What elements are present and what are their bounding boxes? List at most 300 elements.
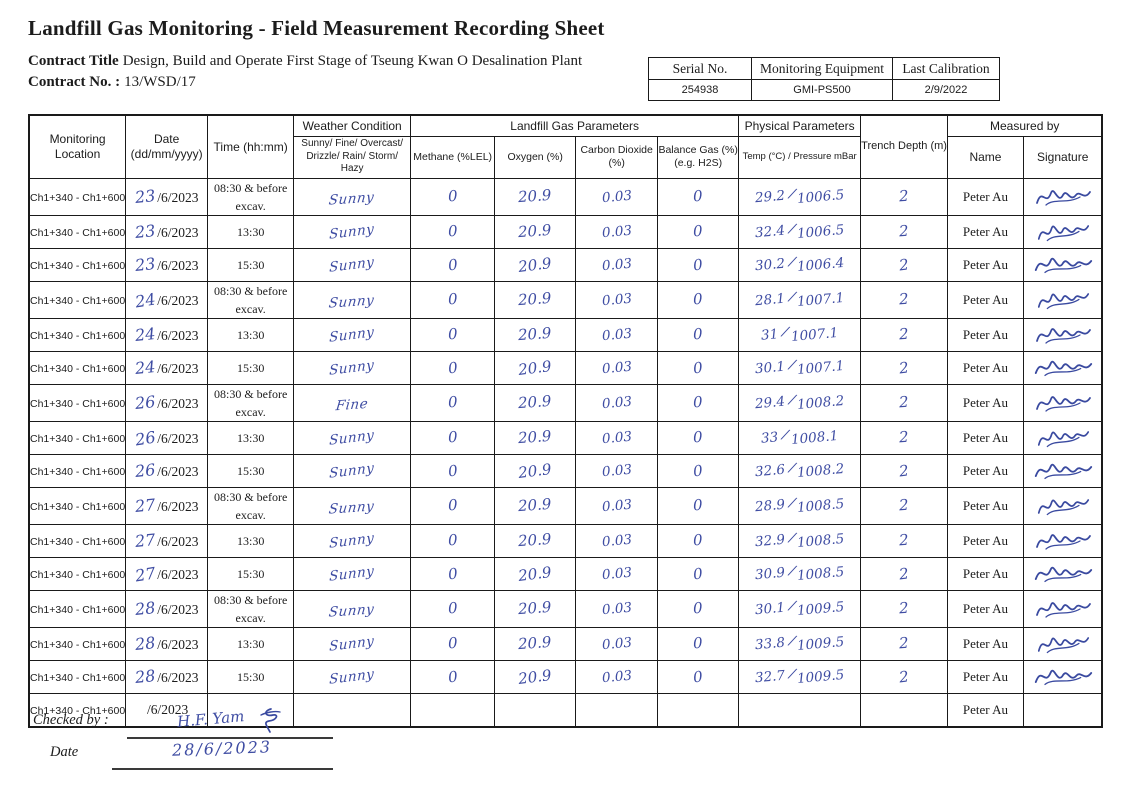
handwritten-balance-gas: 0 — [692, 633, 704, 653]
temp-pressure-separator: / — [787, 185, 797, 202]
temp-pressure-cell — [739, 178, 861, 215]
time-value: 08:30 & before excav. — [214, 283, 288, 316]
monitoring-location-value: Ch1+340 - Ch1+600 — [30, 432, 126, 445]
handwritten-date-day: 27 — [133, 529, 157, 551]
handwritten-methane: 0 — [446, 461, 459, 481]
balance-gas-cell — [658, 421, 739, 454]
temp-pressure-cell — [739, 421, 861, 454]
handwritten-carbon-dioxide: 0.03 — [600, 255, 633, 274]
signature-cell — [1023, 281, 1102, 318]
date-printed-part: /6/2023 — [157, 360, 199, 376]
contract-title-value: Design, Build and Operate First Stage of Tseung Kwan O Desalination Plant — [122, 53, 583, 69]
trench-depth-cell — [861, 248, 948, 281]
signature-cell — [1023, 351, 1102, 384]
monitoring-location-cell — [29, 318, 126, 351]
group-header-physical-parameters: Physical Parameters — [739, 115, 861, 136]
handwritten-carbon-dioxide: 0.03 — [600, 496, 633, 515]
handwritten-carbon-dioxide: 0.03 — [600, 461, 633, 480]
temp-pressure-cell — [739, 627, 861, 660]
weather-cell — [294, 351, 411, 384]
time-value: 15:30 — [236, 360, 265, 375]
carbon-dioxide-cell — [576, 557, 658, 590]
signature-scribble — [1035, 491, 1090, 519]
monitoring-location-cell — [29, 590, 126, 627]
handwritten-date-day: 23 — [133, 253, 157, 275]
oxygen-cell — [495, 318, 576, 351]
handwritten-weather: Sunny — [328, 497, 376, 518]
signature-cell — [1023, 627, 1102, 660]
monitoring-location-cell — [29, 557, 126, 590]
oxygen-cell — [495, 384, 576, 421]
date-cell — [126, 351, 208, 384]
name-cell — [947, 384, 1023, 421]
date-cell — [126, 590, 208, 627]
weather-cell — [294, 178, 411, 215]
time-value: 13:30 — [236, 430, 265, 445]
oxygen-cell — [495, 454, 576, 487]
time-cell — [208, 557, 294, 590]
signature-scribble — [1032, 662, 1093, 690]
handwritten-carbon-dioxide: 0.03 — [600, 325, 633, 344]
balance-gas-cell — [658, 178, 739, 215]
measurer-name: Peter Au — [962, 429, 1009, 445]
handwritten-balance-gas: 0 — [692, 495, 704, 515]
handwritten-methane: 0 — [447, 392, 459, 412]
signature-scribble — [1032, 353, 1093, 381]
handwritten-trench-depth: 2 — [898, 667, 911, 687]
oxygen-cell — [495, 627, 576, 660]
signature-cell — [1023, 693, 1102, 727]
balance-gas-cell — [658, 215, 739, 248]
date-cell — [126, 248, 208, 281]
carbon-dioxide-cell — [576, 590, 658, 627]
table-row — [29, 178, 1102, 215]
handwritten-methane: 0 — [446, 564, 459, 584]
date-printed-part: /6/2023 — [157, 292, 199, 308]
handwritten-balance-gas: 0 — [692, 186, 704, 206]
carbon-dioxide-cell — [576, 281, 658, 318]
oxygen-cell — [495, 178, 576, 215]
col-header-name: Name — [947, 136, 1023, 178]
time-value: 15:30 — [236, 566, 265, 581]
handwritten-oxygen: 20.9 — [517, 357, 553, 379]
balance-gas-cell — [658, 454, 739, 487]
handwritten-date-day: 28 — [133, 597, 157, 619]
name-cell — [947, 351, 1023, 384]
date-cell — [126, 627, 208, 660]
handwritten-pressure: 1006.5 — [796, 186, 846, 207]
temp-pressure-cell — [739, 248, 861, 281]
handwritten-weather: Sunny — [329, 459, 375, 482]
monitoring-location-value: Ch1+340 - Ch1+600 — [30, 568, 126, 581]
signature-cell — [1023, 454, 1102, 487]
col-header-oxygen: Oxygen (%) — [495, 136, 576, 178]
time-value: 13:30 — [236, 224, 265, 239]
signature-scribble — [1032, 250, 1093, 278]
methane-cell — [411, 215, 495, 248]
balance-gas-cell — [658, 351, 739, 384]
handwritten-temp: 30.1 — [754, 599, 786, 618]
trench-depth-cell — [861, 384, 948, 421]
handwritten-carbon-dioxide: 0.03 — [600, 358, 633, 377]
signature-cell — [1023, 557, 1102, 590]
handwritten-weather: Sunny — [329, 323, 375, 346]
trench-depth-cell — [861, 281, 948, 318]
date-printed-part: /6/2023 — [157, 463, 199, 479]
handwritten-oxygen: 20.9 — [517, 323, 553, 345]
handwritten-trench-depth: 2 — [898, 495, 910, 515]
trench-depth-cell — [861, 627, 948, 660]
handwritten-date-day: 24 — [133, 323, 157, 345]
checked-by-label: Checked by : — [33, 712, 109, 728]
oxygen-cell — [495, 660, 576, 693]
methane-cell — [411, 248, 495, 281]
monitoring-location-cell — [29, 281, 126, 318]
handwritten-balance-gas: 0 — [692, 530, 704, 550]
temp-pressure-cell — [739, 384, 861, 421]
checked-date-label: Date — [50, 744, 79, 760]
carbon-dioxide-cell — [576, 421, 658, 454]
col-header-carbon-dioxide: Carbon Dioxide (%) — [576, 136, 658, 178]
monitoring-equipment-value: GMI-PS500 — [752, 80, 893, 101]
handwritten-pressure: 1008.5 — [796, 495, 846, 516]
balance-gas-cell — [658, 524, 739, 557]
date-cell — [126, 660, 208, 693]
measurer-name: Peter Au — [962, 394, 1009, 410]
carbon-dioxide-cell — [576, 178, 658, 215]
last-calibration-value: 2/9/2022 — [893, 80, 1000, 101]
handwritten-trench-depth: 2 — [898, 324, 910, 344]
handwritten-temp: 29.4 — [754, 393, 786, 412]
handwritten-date-day: 26 — [133, 459, 157, 481]
time-value: 08:30 & before excav. — [214, 592, 288, 625]
trench-depth-cell — [861, 590, 948, 627]
handwritten-weather: Sunny — [328, 188, 376, 209]
carbon-dioxide-cell — [576, 215, 658, 248]
handwritten-pressure: 1008.2 — [796, 392, 846, 413]
handwritten-oxygen: 20.9 — [517, 632, 553, 654]
handwritten-temp: 28.1 — [754, 290, 786, 309]
temp-pressure-separator: / — [787, 288, 797, 305]
methane-cell — [411, 384, 495, 421]
measurer-name: Peter Au — [962, 497, 1009, 513]
handwritten-balance-gas: 0 — [692, 564, 705, 584]
handwritten-date-day: 24 — [133, 289, 157, 311]
handwritten-date-day: 28 — [133, 665, 157, 687]
handwritten-weather: Fine — [334, 395, 369, 414]
handwritten-carbon-dioxide: 0.03 — [600, 222, 633, 241]
date-cell — [126, 215, 208, 248]
handwritten-pressure: 1008.2 — [796, 460, 846, 481]
handwritten-oxygen: 20.9 — [517, 185, 553, 207]
handwritten-weather: Sunny — [329, 356, 375, 379]
table-row — [29, 660, 1102, 693]
trench-depth-cell — [861, 487, 948, 524]
group-header-landfill-gas-parameters: Landfill Gas Parameters — [411, 115, 739, 136]
weather-cell — [294, 318, 411, 351]
temp-pressure-separator: / — [787, 253, 797, 270]
handwritten-temp: 30.2 — [754, 255, 786, 274]
time-cell — [208, 590, 294, 627]
col-header-date: Date (dd/mm/yyyy) — [126, 115, 208, 178]
methane-cell — [411, 693, 495, 727]
signature-scribble — [1034, 596, 1092, 622]
handwritten-temp: 28.9 — [754, 496, 786, 515]
temp-pressure-separator: / — [787, 220, 797, 237]
monitoring-location-value: Ch1+340 - Ch1+600 — [30, 329, 126, 342]
trench-depth-cell — [861, 557, 948, 590]
date-cell — [126, 281, 208, 318]
methane-cell — [411, 421, 495, 454]
methane-cell — [411, 281, 495, 318]
col-header-time: Time (hh:mm) — [208, 115, 294, 178]
handwritten-date-day: 27 — [133, 494, 157, 516]
handwritten-oxygen: 20.9 — [517, 666, 553, 688]
handwritten-pressure: 1009.5 — [796, 666, 846, 687]
col-header-balance-gas: Balance Gas (%) (e.g. H2S) — [658, 136, 739, 178]
carbon-dioxide-cell — [576, 248, 658, 281]
handwritten-weather: Sunny — [329, 665, 375, 688]
handwritten-weather: Sunny — [328, 291, 376, 312]
temp-pressure-cell — [739, 454, 861, 487]
measurer-name: Peter Au — [962, 532, 1009, 548]
monitoring-location-cell — [29, 454, 126, 487]
time-value: 13:30 — [236, 327, 265, 342]
time-cell — [208, 454, 294, 487]
temp-pressure-separator: / — [787, 665, 797, 682]
handwritten-carbon-dioxide: 0.03 — [600, 599, 633, 618]
measurer-name: Peter Au — [962, 635, 1009, 651]
signature-cell — [1023, 248, 1102, 281]
handwritten-pressure: 1008.1 — [790, 427, 839, 448]
carbon-dioxide-cell — [576, 454, 658, 487]
measurer-name: Peter Au — [962, 256, 1009, 272]
temp-pressure-separator: / — [780, 426, 790, 443]
weather-cell — [294, 421, 411, 454]
balance-gas-cell — [658, 557, 739, 590]
measurer-name: Peter Au — [962, 326, 1009, 342]
methane-cell — [411, 524, 495, 557]
handwritten-balance-gas: 0 — [692, 358, 705, 378]
signature-scribble — [1034, 184, 1092, 210]
handwritten-date-day: 27 — [133, 563, 157, 585]
handwritten-oxygen: 20.9 — [517, 494, 553, 516]
handwritten-methane: 0 — [447, 289, 459, 309]
measurer-name: Peter Au — [962, 701, 1009, 717]
col-header-signature: Signature — [1023, 136, 1102, 178]
methane-cell — [411, 660, 495, 693]
handwritten-trench-depth: 2 — [898, 392, 910, 412]
handwritten-temp: 33 — [760, 428, 779, 447]
page-title: Landfill Gas Monitoring - Field Measurement Recording Sheet — [28, 16, 605, 40]
temp-pressure-cell — [739, 351, 861, 384]
table-header — [29, 115, 1102, 178]
monitoring-location-cell — [29, 178, 126, 215]
carbon-dioxide-cell — [576, 318, 658, 351]
date-printed-part: /6/2023 — [157, 189, 199, 205]
handwritten-pressure: 1009.5 — [796, 598, 846, 619]
contract-no-label: Contract No. : — [28, 74, 121, 90]
date-printed-part: /6/2023 — [157, 566, 199, 582]
table-body — [29, 178, 1102, 727]
temp-pressure-separator: / — [787, 391, 797, 408]
signature-scribble — [1035, 285, 1090, 313]
trench-depth-cell — [861, 524, 948, 557]
handwritten-pressure: 1007.1 — [796, 289, 846, 310]
name-cell — [947, 660, 1023, 693]
table-row — [29, 627, 1102, 660]
name-cell — [947, 557, 1023, 590]
handwritten-carbon-dioxide: 0.03 — [600, 187, 633, 206]
signature-cell — [1023, 421, 1102, 454]
time-value: 13:30 — [236, 533, 265, 548]
contract-title-line — [28, 53, 582, 70]
time-value: 15:30 — [236, 257, 265, 272]
handwritten-temp: 31 — [760, 325, 779, 344]
col-header-weather-options: Sunny/ Fine/ Overcast/ Drizzle/ Rain/ Storm/ Hazy — [294, 136, 411, 178]
signature-cell — [1023, 660, 1102, 693]
handwritten-weather: Sunny — [328, 600, 376, 621]
name-cell — [947, 178, 1023, 215]
temp-pressure-cell — [739, 215, 861, 248]
handwritten-balance-gas: 0 — [692, 667, 705, 687]
temp-pressure-cell — [739, 660, 861, 693]
handwritten-weather: Sunny — [329, 529, 375, 552]
handwritten-carbon-dioxide: 0.03 — [600, 667, 633, 686]
trench-depth-cell — [861, 178, 948, 215]
handwritten-trench-depth: 2 — [898, 598, 910, 618]
oxygen-cell — [495, 215, 576, 248]
temp-pressure-separator: / — [787, 494, 797, 511]
signature-cell — [1023, 487, 1102, 524]
monitoring-location-value: Ch1+340 - Ch1+600 — [30, 603, 126, 616]
table-row — [29, 421, 1102, 454]
oxygen-cell — [495, 590, 576, 627]
time-cell — [208, 318, 294, 351]
equipment-header-row — [649, 58, 1000, 80]
handwritten-trench-depth: 2 — [898, 633, 910, 653]
table-row — [29, 524, 1102, 557]
oxygen-cell — [495, 693, 576, 727]
monitoring-location-cell — [29, 421, 126, 454]
handwritten-pressure: 1008.5 — [796, 563, 846, 584]
temp-pressure-cell — [739, 557, 861, 590]
weather-cell — [294, 215, 411, 248]
handwritten-pressure: 1006.4 — [796, 254, 846, 275]
date-printed-part: /6/2023 — [157, 224, 199, 240]
time-cell — [208, 248, 294, 281]
handwritten-weather: Sunny — [329, 253, 375, 276]
carbon-dioxide-cell — [576, 524, 658, 557]
col-header-monitoring-location: Monitoring Location — [29, 115, 126, 178]
temp-pressure-cell — [739, 524, 861, 557]
handwritten-carbon-dioxide: 0.03 — [600, 393, 633, 412]
name-cell — [947, 524, 1023, 557]
handwritten-methane: 0 — [447, 221, 459, 241]
carbon-dioxide-cell — [576, 487, 658, 524]
date-cell — [126, 524, 208, 557]
measurer-name: Peter Au — [962, 668, 1009, 684]
methane-cell — [411, 590, 495, 627]
monitoring-location-cell — [29, 660, 126, 693]
trench-depth-cell — [861, 660, 948, 693]
handwritten-balance-gas: 0 — [692, 461, 705, 481]
handwritten-trench-depth: 2 — [898, 358, 911, 378]
handwritten-temp: 32.6 — [754, 461, 786, 480]
table-row — [29, 248, 1102, 281]
table-row — [29, 281, 1102, 318]
carbon-dioxide-cell — [576, 693, 658, 727]
monitoring-location-cell — [29, 248, 126, 281]
methane-cell — [411, 627, 495, 660]
balance-gas-cell — [658, 693, 739, 727]
handwritten-temp: 32.9 — [754, 531, 786, 550]
weather-cell — [294, 557, 411, 590]
date-printed-part: /6/2023 — [147, 701, 189, 717]
carbon-dioxide-cell — [576, 384, 658, 421]
table-row — [29, 384, 1102, 421]
balance-gas-cell — [658, 660, 739, 693]
signature-cell — [1023, 215, 1102, 248]
weather-cell — [294, 384, 411, 421]
handwritten-weather: Sunny — [329, 632, 375, 655]
handwritten-trench-depth: 2 — [898, 255, 911, 275]
trench-depth-cell — [861, 351, 948, 384]
handwritten-date-day: 28 — [133, 632, 157, 654]
handwritten-weather: Sunny — [329, 426, 375, 449]
signature-scribble — [1032, 559, 1093, 587]
monitoring-location-value: Ch1+340 - Ch1+600 — [30, 535, 126, 548]
handwritten-checked-date: 28/6/2023 — [172, 737, 273, 760]
handwritten-trench-depth: 2 — [898, 530, 910, 550]
monitoring-location-cell — [29, 487, 126, 524]
name-cell — [947, 693, 1023, 727]
handwritten-temp: 32.4 — [754, 222, 786, 241]
handwritten-carbon-dioxide: 0.03 — [600, 428, 633, 447]
balance-gas-cell — [658, 384, 739, 421]
methane-cell — [411, 487, 495, 524]
measurer-name: Peter Au — [962, 600, 1009, 616]
handwritten-trench-depth: 2 — [898, 221, 910, 241]
methane-cell — [411, 557, 495, 590]
name-cell — [947, 248, 1023, 281]
trench-depth-cell — [861, 318, 948, 351]
date-printed-part: /6/2023 — [157, 257, 199, 273]
monitoring-location-cell — [29, 524, 126, 557]
handwritten-pressure: 1007.1 — [790, 324, 839, 345]
measurer-name: Peter Au — [962, 223, 1009, 239]
group-header-measured-by: Measured by — [947, 115, 1102, 136]
time-cell — [208, 178, 294, 215]
col-header-methane: Methane (%LEL) — [411, 136, 495, 178]
handwritten-balance-gas: 0 — [692, 255, 705, 275]
handwritten-date-day: 26 — [133, 391, 157, 413]
balance-gas-cell — [658, 590, 739, 627]
monitoring-location-value: Ch1+340 - Ch1+600 — [30, 191, 126, 204]
handwritten-oxygen: 20.9 — [517, 529, 553, 551]
monitoring-location-value: Ch1+340 - Ch1+600 — [30, 362, 126, 375]
handwritten-pressure: 1007.1 — [796, 357, 846, 378]
contract-title-label: Contract Title — [28, 53, 119, 69]
handwritten-temp: 29.2 — [754, 187, 786, 206]
date-cell — [126, 384, 208, 421]
handwritten-oxygen: 20.9 — [517, 597, 553, 619]
handwritten-oxygen: 20.9 — [517, 460, 553, 482]
monitoring-table — [28, 114, 1103, 728]
time-cell — [208, 487, 294, 524]
monitoring-location-value: Ch1+340 - Ch1+600 — [30, 465, 126, 478]
time-cell — [208, 384, 294, 421]
